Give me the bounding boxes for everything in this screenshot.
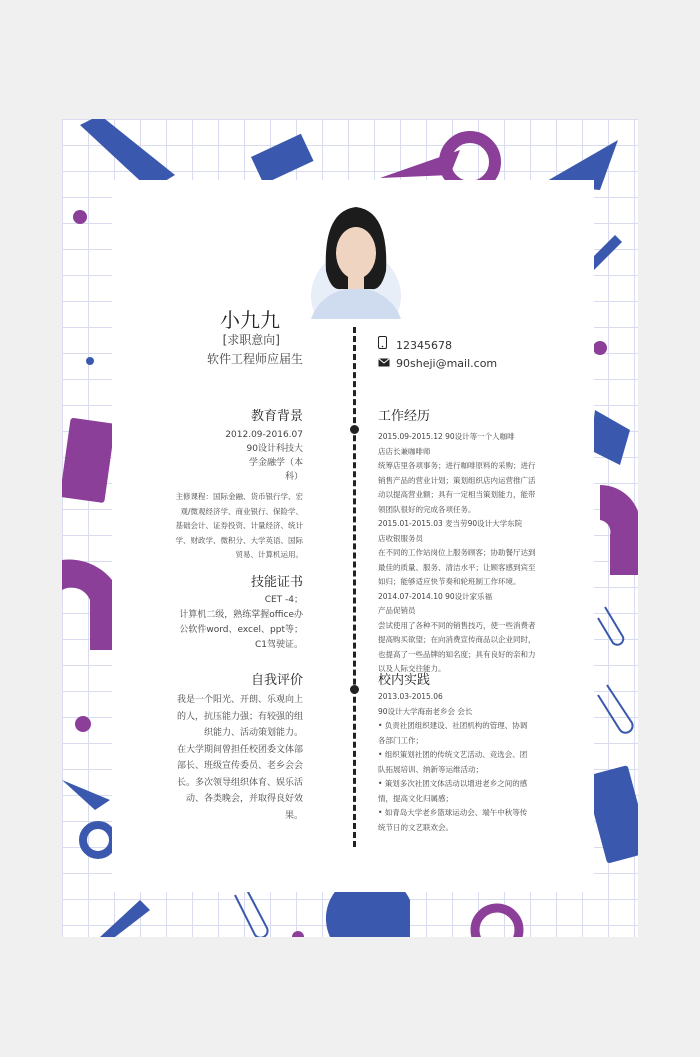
timeline-dot <box>350 425 359 434</box>
campus-bullet: • 负责社团组织建设、社团机构的管理、协调 <box>378 719 548 734</box>
phone-row <box>378 336 452 352</box>
self-eval-line: 织能力、活动策划能力。 <box>203 728 303 738</box>
work-line: 店收银服务员 <box>378 533 423 543</box>
email-address: 90sheji@mail.com <box>396 357 498 370</box>
dot-icon <box>73 210 87 224</box>
self-eval-line: 我是一个阳光、开朗、乐观向上 <box>176 695 303 705</box>
self-eval-heading: 自我评价 <box>250 673 303 688</box>
campus-bullet-cont: 各部门工作； <box>378 735 423 745</box>
self-eval-content <box>177 692 303 824</box>
work-line: 店店长兼咖啡师 <box>378 446 431 456</box>
education-content <box>225 428 303 484</box>
work-heading: 工作经历 <box>378 409 431 424</box>
magnet-icon <box>600 485 640 575</box>
timeline-dot <box>350 685 359 694</box>
work-line: 2015.09-2015.12 90设计等一个人咖啡 <box>378 432 515 441</box>
self-eval-line: 的人，抗压能力强；有较强的组 <box>176 711 303 722</box>
paperclip-icon <box>235 890 268 938</box>
work-line: 2014.07-2014.10 90设计家乐福 <box>378 591 493 601</box>
magnet-icon <box>62 560 112 650</box>
campus-org: 90设计大学海南老乡会 会长 <box>378 706 473 716</box>
campus-bullet-cont: 统节日的文艺联欢会。 <box>378 822 453 832</box>
email-row <box>378 357 497 370</box>
skill-line: 计算机二级，熟练掌握office办 <box>179 610 303 620</box>
work-line: 如归；能够适应快节奏和轮班制工作环境。 <box>378 577 521 586</box>
work-line: 最佳的质量、服务、清洁水平；让顾客感到宾至 <box>378 562 536 572</box>
mail-icon <box>378 357 390 370</box>
campus-heading: 校内实践 <box>378 673 431 688</box>
work-line: 以及人际交往能力。 <box>378 664 446 673</box>
scissors-ring-icon <box>475 908 519 952</box>
campus-bullet-cont: 队拓展培训、纳新等运维活动； <box>378 764 483 774</box>
work-content <box>378 430 548 677</box>
dot-icon <box>292 931 304 943</box>
education-heading: 教育背景 <box>250 409 303 424</box>
ruler-icon <box>100 900 150 937</box>
dot-icon <box>86 357 94 365</box>
eraser-icon <box>251 134 314 184</box>
work-line: 也提高了一些品牌的知名度；具有良好的亲和力 <box>378 649 536 659</box>
work-line: 尝试使用了各种不同的销售技巧，使一些消费者 <box>378 620 536 630</box>
education-school: 科） <box>284 472 303 482</box>
campus-bullet: • 组织策划社团的传统文艺活动、竞选会、团 <box>378 748 548 763</box>
notebook-icon <box>60 418 116 503</box>
course-line: 贸易、计算机运用。 <box>235 550 303 559</box>
skills-heading: 技能证书 <box>250 575 303 590</box>
course-line: 学、财政学、微积分、大学英语、国际 <box>175 535 303 545</box>
self-eval-line: 长。多次领导组织体育、娱乐活 <box>176 777 303 788</box>
notebook-icon <box>584 765 651 864</box>
self-eval-line: 在大学期间曾担任校团委文体部 <box>176 744 303 755</box>
self-eval-line: 果。 <box>284 810 303 821</box>
campus-bullet: • 如青岛大学老乡篮球运动会、端午中秋等传 <box>378 806 548 821</box>
profile-photo <box>311 201 401 319</box>
pencil-icon <box>80 115 175 190</box>
course-line: 观/微观经济学、商业银行、保险学、 <box>180 506 303 516</box>
course-line: 基础会计、证券投资、计量经济、统计 <box>175 521 303 530</box>
skill-line: CET -4； <box>264 595 303 605</box>
campus-period: 2013.03-2015.06 <box>378 692 443 701</box>
education-courses <box>176 490 304 563</box>
education-school: 学金融学（本 <box>248 458 303 468</box>
timeline-divider <box>353 327 356 847</box>
campus-bullet: • 策划多次社团文体活动以增进老乡之间的感 <box>378 777 548 792</box>
education-school: 90设计科技大 <box>246 444 303 454</box>
phone-number: 12345678 <box>396 339 452 352</box>
campus-bullet-cont: 情，提高文化归属感； <box>378 793 453 803</box>
work-line: 销售产品的营业计划；策划组织店内运营推广活 <box>378 475 536 485</box>
eraser-icon <box>590 410 630 465</box>
paperclip-icon <box>598 685 633 733</box>
education-period: 2012.09-2016.07 <box>225 430 303 440</box>
dot-icon <box>75 716 91 732</box>
scissors-ring-icon <box>83 825 113 855</box>
campus-content <box>378 690 548 835</box>
job-title: 软件工程师应届生 <box>206 352 303 366</box>
phone-icon <box>378 336 390 352</box>
skills-content <box>179 593 303 653</box>
self-eval-line: 动、各类晚会，并取得良好效 <box>185 794 303 804</box>
course-line: 主修课程：国际金融、货币银行学、宏 <box>175 492 303 501</box>
work-line: 产品促销员 <box>378 606 416 615</box>
work-line: 统筹店里各项事务；进行咖啡原料的采购；进行 <box>378 461 536 470</box>
dot-icon <box>593 341 607 355</box>
skill-line: C1驾驶证。 <box>254 640 303 650</box>
scissors-blade-icon <box>62 780 110 810</box>
work-line: 提高购买欲望；在向消费宣传商品以企业同时， <box>378 635 536 644</box>
work-line: 2015.01-2015.03 麦当劳90设计大学东院 <box>378 519 523 528</box>
job-intent-label: [求职意向] <box>222 333 280 347</box>
paperclip-icon <box>598 607 623 645</box>
work-line: 动以提高营业额；具有一定相当策划能力，能带 <box>378 490 536 499</box>
work-line: 领团队很好的完成各项任务。 <box>378 504 476 514</box>
self-eval-line: 部长、班级宣传委员、老乡会会 <box>176 761 303 771</box>
skill-line: 公软件word、excel、ppt等； <box>179 625 303 635</box>
work-line: 在不同的工作站岗位上服务顾客；协助餐厅达到 <box>378 548 536 557</box>
applicant-name: 小九九 <box>220 308 280 332</box>
